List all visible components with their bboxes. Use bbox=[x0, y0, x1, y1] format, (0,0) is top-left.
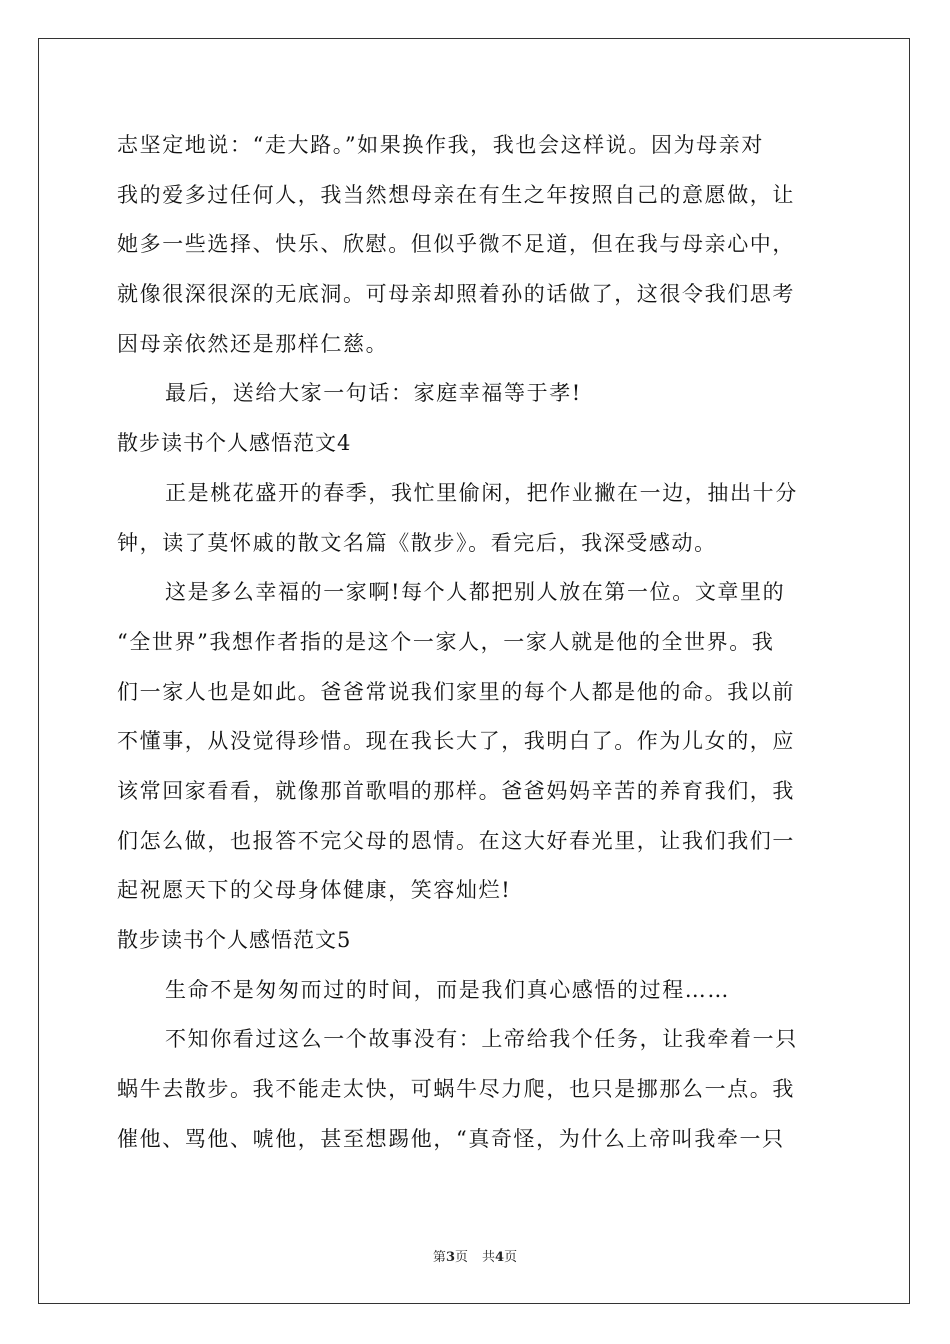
text-line: 该常回家看看，就像那首歌唱的那样。爸爸妈妈辛苦的养育我们，我 bbox=[117, 778, 795, 803]
text-line: 起祝愿天下的父母身体健康，笑容灿烂! bbox=[117, 878, 512, 903]
text-line: 志坚定地说：“走大路。”如果换作我，我也会这样说。因为母亲对 bbox=[117, 133, 764, 157]
text-line: 我的爱多过任何人，我当然想母亲在有生之年按照自己的意愿做，让 bbox=[117, 182, 795, 207]
footer-total-prefix: 共 bbox=[482, 1250, 496, 1265]
paragraph-start: 生命不是匆匆而过的时间，而是我们真心感悟的过程…… bbox=[165, 977, 730, 1002]
footer-page-unit: 页 bbox=[454, 1250, 468, 1265]
paragraph-start: 不知你看过这么一个故事没有：上帝给我个任务，让我牵着一只 bbox=[165, 1027, 798, 1052]
text-line: 催他、骂他、唬他，甚至想踢他，“真奇怪，为什么上帝叫我牵一只 bbox=[117, 1126, 785, 1151]
footer-page-prefix: 第 bbox=[432, 1250, 446, 1265]
text-line: 就像很深很深的无底洞。可母亲却照着孙的话做了，这很令我们思考 bbox=[117, 282, 795, 307]
document-body bbox=[117, 121, 837, 1164]
page-footer bbox=[0, 1246, 950, 1265]
text-line: 钟，读了莫怀戚的散文名篇《散步》。看完后，我深受感动。 bbox=[117, 530, 717, 555]
section-heading: 散步读书个人感悟范文5 bbox=[117, 928, 352, 952]
footer-page-number: 3 bbox=[445, 1250, 455, 1265]
paragraph-start: 这是多么幸福的一家啊!每个人都把别人放在第一位。文章里的 bbox=[165, 580, 786, 605]
text-line: “全世界”我想作者指的是这个一家人，一家人就是他的全世界。我 bbox=[117, 629, 775, 654]
footer-total-pages: 4 bbox=[495, 1250, 505, 1265]
text-line: 她多一些选择、快乐、欣慰。但似乎微不足道，但在我与母亲心中， bbox=[117, 232, 795, 257]
footer-total-unit: 页 bbox=[504, 1250, 518, 1265]
text-line: 因母亲依然还是那样仁慈。 bbox=[117, 331, 389, 356]
paragraph-start: 最后，送给大家一句话：家庭幸福等于孝! bbox=[165, 381, 582, 406]
text-line: 们一家人也是如此。爸爸常说我们家里的每个人都是他的命。我以前 bbox=[117, 679, 795, 704]
text-line: 不懂事，从没觉得珍惜。现在我长大了，我明白了。作为儿女的，应 bbox=[117, 729, 795, 754]
text-line: 们怎么做，也报答不完父母的恩情。在这大好春光里，让我们我们一 bbox=[117, 828, 795, 853]
section-heading: 散步读书个人感悟范文4 bbox=[117, 431, 352, 456]
text-line: 蜗牛去散步。我不能走太快，可蜗牛尽力爬，也只是挪那么一点。我 bbox=[117, 1077, 795, 1102]
paragraph-start: 正是桃花盛开的春季，我忙里偷闲，把作业撇在一边，抽出十分 bbox=[165, 480, 798, 505]
